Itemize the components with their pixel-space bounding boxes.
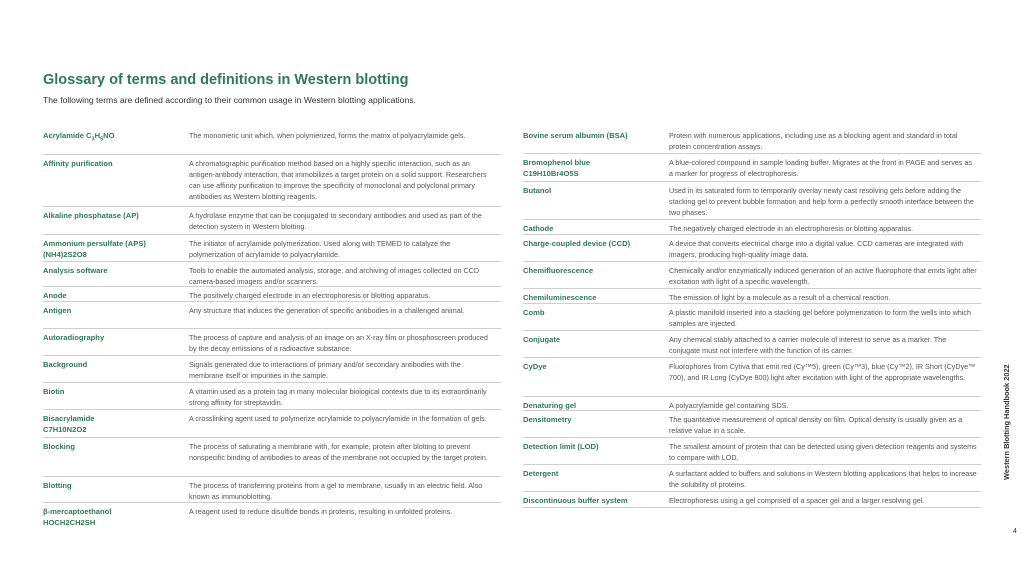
glossary-term: Bisacrylamide C7H10N2O2 — [43, 413, 189, 437]
glossary-row — [523, 438, 981, 465]
glossary-definition: Protein with numerous applications, including use as a blocking agent and standard in total protein concentration assays. — [669, 131, 958, 151]
glossary-row — [523, 182, 981, 220]
glossary-row — [523, 411, 981, 438]
glossary-definition: The initiator of acrylamide polymerization. Used along with TEMED to catalyze the polymerization of acrylamide to polyacrylamide. — [189, 239, 451, 259]
glossary-definition: The positively charged electrode in an electrophoresis or blotting apparatus. — [189, 291, 431, 300]
glossary-definition: The quantitative measurement of optical density on film. Optical density is usually given as a relative value in a scale. — [669, 415, 963, 435]
glossary-term: Charge-coupled device (CCD) — [523, 239, 631, 248]
glossary-term: β-mercaptoethanol HOCH2CH2SH — [43, 506, 189, 531]
glossary-term: Analysis software — [43, 266, 108, 275]
glossary-row — [523, 331, 981, 358]
glossary-term: Comb — [523, 308, 545, 317]
page-title: Glossary of terms and definitions in Western blotting — [43, 72, 409, 88]
bme-formula: HOCH2CH2SH — [43, 518, 96, 527]
glossary-term: Detergent — [523, 469, 559, 478]
glossary-definition: A reagent used to reduce disulfide bonds in proteins, resulting in unfolded proteins. — [189, 507, 453, 516]
glossary-definition: A plastic manifold inserted into a stacking gel before polymerization to form the wells into which samples are injected. — [669, 308, 972, 328]
glossary-row — [523, 492, 981, 508]
glossary-row — [43, 356, 501, 383]
glossary-definition: Used in its saturated form to temporarily overlay newly cast resolving gels before adding the stacking gel to prevent bubble formation and help form a perfectly smooth interface between the two phases. — [669, 186, 974, 217]
glossary-term: Bromophenol blue C19H10Br4O5S — [523, 157, 669, 181]
glossary-term: Chemiluminescence — [523, 293, 597, 302]
glossary-term: Cathode — [523, 224, 554, 233]
glossary-definition: A polyacrylamide gel containing SDS. — [669, 401, 789, 410]
glossary-definition: A hydrolase enzyme that can be conjugated to secondary antibodies and used as part of the detection system in Western blotting. — [189, 211, 482, 231]
glossary-row — [43, 329, 501, 356]
glossary-definition: The emission of light by a molecule as a result of a chemical reaction. — [669, 293, 891, 302]
glossary-definition: The process of capture and analysis of an image on an X-ray film or phosphoscreen produced by the decay emissions of a radioactive substance. — [189, 333, 488, 353]
glossary-term: Background — [43, 360, 88, 369]
aps-formula: (NH4)2S2O8 — [43, 250, 87, 259]
glossary-term: Denaturing gel — [523, 401, 577, 410]
glossary-definition: The negatively charged electrode in an electrophoresis or blotting apparatus. — [669, 224, 914, 233]
glossary-term: Affinity purification — [43, 159, 113, 168]
glossary-definition: The process of saturating a membrane with, for example, protein after blotting to prevent nonspecific binding of antibodies to areas of the membrane not occupied by the target protein. — [189, 442, 488, 462]
glossary-term: Alkaline phosphatase (AP) — [43, 211, 139, 220]
glossary-term: Densitometry — [523, 415, 572, 424]
glossary-row — [43, 207, 501, 235]
glossary-row — [43, 262, 501, 287]
glossary-definition: Any structure that induces the generation of specific antibodies in a challenged animal. — [189, 306, 465, 315]
glossary-definition: A vitamin used as a protein tag in many molecular biological contexts due to its extraordinarily strong affinity for streptavidin. — [189, 387, 487, 407]
glossary-term: Bovine serum albumin (BSA) — [523, 131, 628, 140]
glossary-row — [523, 154, 981, 182]
glossary-term: Autoradiography — [43, 333, 105, 342]
glossary-definition: A device that converts electrical charge into a digital value. CCD cameras are integrated with imagers, producing high-quality image data. — [669, 239, 964, 259]
glossary-row — [523, 262, 981, 289]
page-number: 4 — [1013, 528, 1017, 535]
glossary-row — [43, 155, 501, 207]
glossary-row — [523, 397, 981, 411]
glossary-row — [523, 289, 981, 304]
glossary-term: Discontinuous buffer system — [523, 496, 628, 505]
glossary-term: Biotin — [43, 387, 65, 396]
glossary-row — [523, 235, 981, 262]
glossary-row — [523, 304, 981, 331]
glossary-row — [43, 287, 501, 302]
glossary-term: Antigen — [43, 306, 72, 315]
glossary-definition: A surfactant added to buffers and solutions in Western blotting applications that helps to increase the solubility of proteins. — [669, 469, 977, 489]
glossary-row — [43, 235, 501, 262]
glossary-left-column — [43, 127, 501, 531]
glossary-term: Chemifluorescence — [523, 266, 594, 275]
glossary-term: Blotting — [43, 481, 72, 490]
glossary-definition: A crosslinking agent used to polymerize acrylamide to polyacrylamide in the formation of gels. — [189, 414, 487, 423]
page-subtitle: The following terms are defined according to their common usage in Western blotting applications. — [43, 95, 416, 105]
glossary-row — [523, 465, 981, 492]
glossary-term: Acrylamide $C_3H_5NO$ — [43, 131, 115, 143]
glossary-row — [523, 220, 981, 235]
glossary-definition: Fluorophores from Cytiva that emit red (Cy™5), green (Cy™3), blue (Cy™2), IR Short (CyDye™ 700), and IR Long (CyDye 800) light after excitation with light of the appropriate wavelengths. — [669, 362, 976, 382]
bisacrylamide-formula: C7H10N2O2 — [43, 425, 87, 434]
glossary-definition: A blue-colored compound in sample loading buffer. Migrates at the front in PAGE and serves as a marker for progress of electrophoresis. — [669, 158, 972, 178]
glossary-row — [43, 302, 501, 329]
glossary-definition: Tools to enable the automated analysis, storage, and archiving of images collected on CCD camera-based imagers and/or scanners. — [189, 266, 480, 286]
glossary-term: CyDye — [523, 362, 547, 371]
glossary-definition: The process of transferring proteins from a gel to membrane, usually in an electric field. Also known as immunoblotting. — [189, 481, 483, 501]
glossary-definition: A chromatographic purification method based on a highly specific interaction, such as an antigen-antibody interaction, that immobilizes a target protein on a solid support. Researchers can use affinity purification to improve the specificity of monoclonal and polyclonal primary antibodies as Western blotting reagents. — [189, 159, 487, 201]
glossary-right-column — [523, 127, 981, 508]
glossary-term: Butanol — [523, 186, 552, 195]
glossary-term: Ammonium persulfate (APS) (NH4)2S2O8 — [43, 238, 189, 261]
glossary-definition: The monomeric unit which, when polymerized, forms the matrix of polyacrylamide gels. — [189, 131, 466, 140]
glossary-term: Blocking — [43, 442, 76, 451]
glossary-definition: Electrophoresis using a gel comprised of a spacer gel and a larger resolving gel. — [669, 496, 925, 505]
glossary-row — [523, 358, 981, 397]
glossary-row — [523, 127, 981, 154]
glossary-definition: Signals generated due to interactions of primary and/or secondary antibodies with the membrane itself or impurities in the sample. — [189, 360, 461, 380]
glossary-row — [43, 127, 501, 155]
glossary-term: Detection limit (LOD) — [523, 442, 599, 451]
glossary-definition: Chemically and/or enzymatically induced generation of an active fluorophore that emits light after excitation with light of a specific wavelength. — [669, 266, 977, 286]
glossary-definition: The smallest amount of protein that can be detected using given detection reagents and systems to compare with LOD. — [669, 442, 977, 462]
glossary-row — [43, 438, 501, 477]
handbook-side-label: Western Blotting Handbook 2022 — [1002, 364, 1011, 480]
glossary-term: Anode — [43, 291, 67, 300]
glossary-row — [43, 383, 501, 410]
bromophenol-formula: C19H10Br4O5S — [523, 169, 579, 178]
glossary-row — [43, 410, 501, 438]
glossary-row — [43, 477, 501, 503]
glossary-term: Conjugate — [523, 335, 561, 344]
glossary-definition: Any chemical stably attached to a carrier molecule of interest to serve as a marker. The conjugate must not interfere with the function of its carrier. — [669, 335, 947, 355]
glossary-row — [43, 503, 501, 531]
